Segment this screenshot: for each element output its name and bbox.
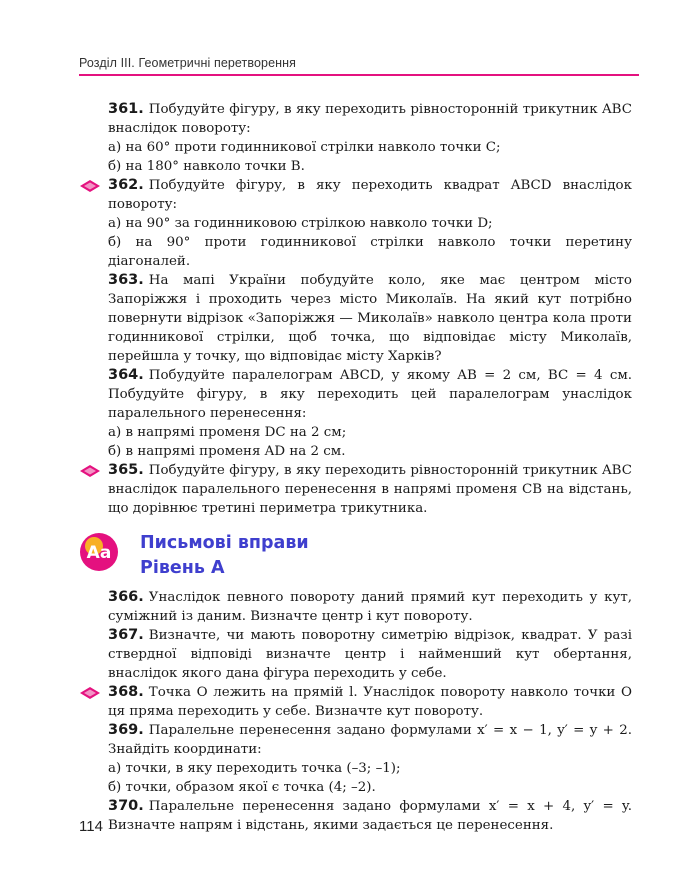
exercise-369	[108, 721, 632, 797]
exercise-number: 367.	[108, 627, 144, 643]
exercise-text	[108, 683, 632, 721]
exercise-365	[108, 461, 632, 518]
exercise-statement: Побудуйте паралелограм ABCD, у якому AB = 2 см, BC = 4 см. Побудуйте фігуру, в яку переходить цей паралелограм унаслідок паралельного перенесення:	[108, 368, 632, 421]
section-badge-icon	[79, 532, 119, 572]
exercise-number: 361.	[108, 101, 144, 117]
exercise-list-oral	[108, 100, 632, 518]
exercise-number: 366.	[108, 589, 144, 605]
exercise-number: 370.	[108, 798, 144, 814]
exercise-number: 368.	[108, 684, 144, 700]
exercise-361	[108, 100, 632, 176]
section-heading	[86, 532, 632, 588]
exercise-368	[108, 683, 632, 721]
exercise-text	[108, 797, 632, 835]
exercise-list-written	[108, 588, 632, 835]
exercise-text	[108, 100, 632, 138]
exercise-367	[108, 626, 632, 683]
exercise-366	[108, 588, 632, 626]
section-badge-text: Aa	[86, 543, 112, 563]
exercise-text	[108, 176, 632, 214]
exercise-subitem: а) на 60° проти годинникової стрілки навколо точки C;	[108, 140, 501, 155]
exercise-364	[108, 366, 632, 461]
exercise-number: 365.	[108, 462, 144, 478]
exercise-subitem: а) на 90° за годинниковою стрілкою навколо точки D;	[108, 216, 493, 231]
exercise-text	[108, 461, 632, 518]
exercise-subitem: б) на 90° проти годинникової стрілки навколо точки перетину діагоналей.	[108, 235, 632, 269]
exercise-text	[108, 588, 632, 626]
exercise-subitem: б) точки, образом якої є точка (4; –2).	[108, 780, 376, 795]
exercise-text	[108, 271, 632, 366]
page-number: 114	[79, 818, 103, 835]
exercise-363	[108, 271, 632, 366]
exercise-362	[108, 176, 632, 271]
exercise-subitem: а) точки, в яку переходить точка (–3; –1);	[108, 761, 401, 776]
exercise-statement: Визначте, чи мають поворотну симетрію відрізок, квадрат. У разі ствердної відповіді визначте центр і найменший кут обертання, внаслідок якого дана фігура переходить у себе.	[108, 628, 632, 681]
exercise-number: 364.	[108, 367, 144, 383]
difficulty-marker-icon	[78, 178, 102, 194]
header-title: Розділ III. Геометричні перетворення	[79, 56, 297, 70]
exercise-text	[108, 626, 632, 683]
exercise-statement: Побудуйте фігуру, в яку переходить рівносторонній трикутник ABC внаслідок паралельного перенесення в напрямі променя CB на відстань, що дорівнює третині периметра трикутника.	[108, 463, 632, 516]
exercise-statement: Побудуйте фігуру, в яку переходить рівносторонній трикутник ABC внаслідок повороту:	[108, 102, 632, 136]
exercise-text	[108, 366, 632, 423]
section-title: Письмові вправи	[140, 533, 309, 553]
difficulty-marker-icon	[78, 685, 102, 701]
exercise-370	[108, 797, 632, 835]
difficulty-marker-icon	[78, 463, 102, 479]
exercise-statement: Паралельне перенесення задано формулами x′ = x − 1, y′ = y + 2. Знайдіть координати:	[108, 723, 632, 757]
exercise-statement: Паралельне перенесення задано формулами x′ = x + 4, y′ = y. Визначте напрям і відстань, якими задається це перенесення.	[108, 799, 632, 833]
exercise-statement: Унаслідок певного повороту даний прямий кут переходить у кут, суміжний із даним. Визначте центр і кут повороту.	[108, 590, 632, 624]
exercise-number: 369.	[108, 722, 144, 738]
section-level: Рівень А	[140, 558, 225, 578]
exercise-statement: Побудуйте фігуру, в яку переходить квадрат ABCD внаслідок повороту:	[108, 178, 632, 212]
exercise-text	[108, 721, 632, 759]
exercise-subitem: а) в напрямі променя DC на 2 см;	[108, 425, 347, 440]
exercise-number: 362.	[108, 177, 144, 193]
exercise-statement: Точка O лежить на прямій l. Унаслідок повороту навколо точки O ця пряма переходить у себе. Визначте кут повороту.	[108, 685, 632, 719]
exercise-number: 363.	[108, 272, 144, 288]
running-header	[79, 52, 639, 76]
exercise-subitem: б) в напрямі променя AD на 2 см.	[108, 444, 346, 459]
exercise-subitem: б) на 180° навколо точки B.	[108, 159, 305, 174]
exercise-statement: На мапі України побудуйте коло, яке має центром місто Запоріжжя і проходить через місто Миколаїв. На який кут потрібно повернути відрізок «Запоріжжя — Миколаїв» навколо центра кола проти годинникової стрілки, щоб точка, що відповідає місту Миколаїв, перейшла у точку, що відповідає місту Харків?	[108, 273, 632, 364]
